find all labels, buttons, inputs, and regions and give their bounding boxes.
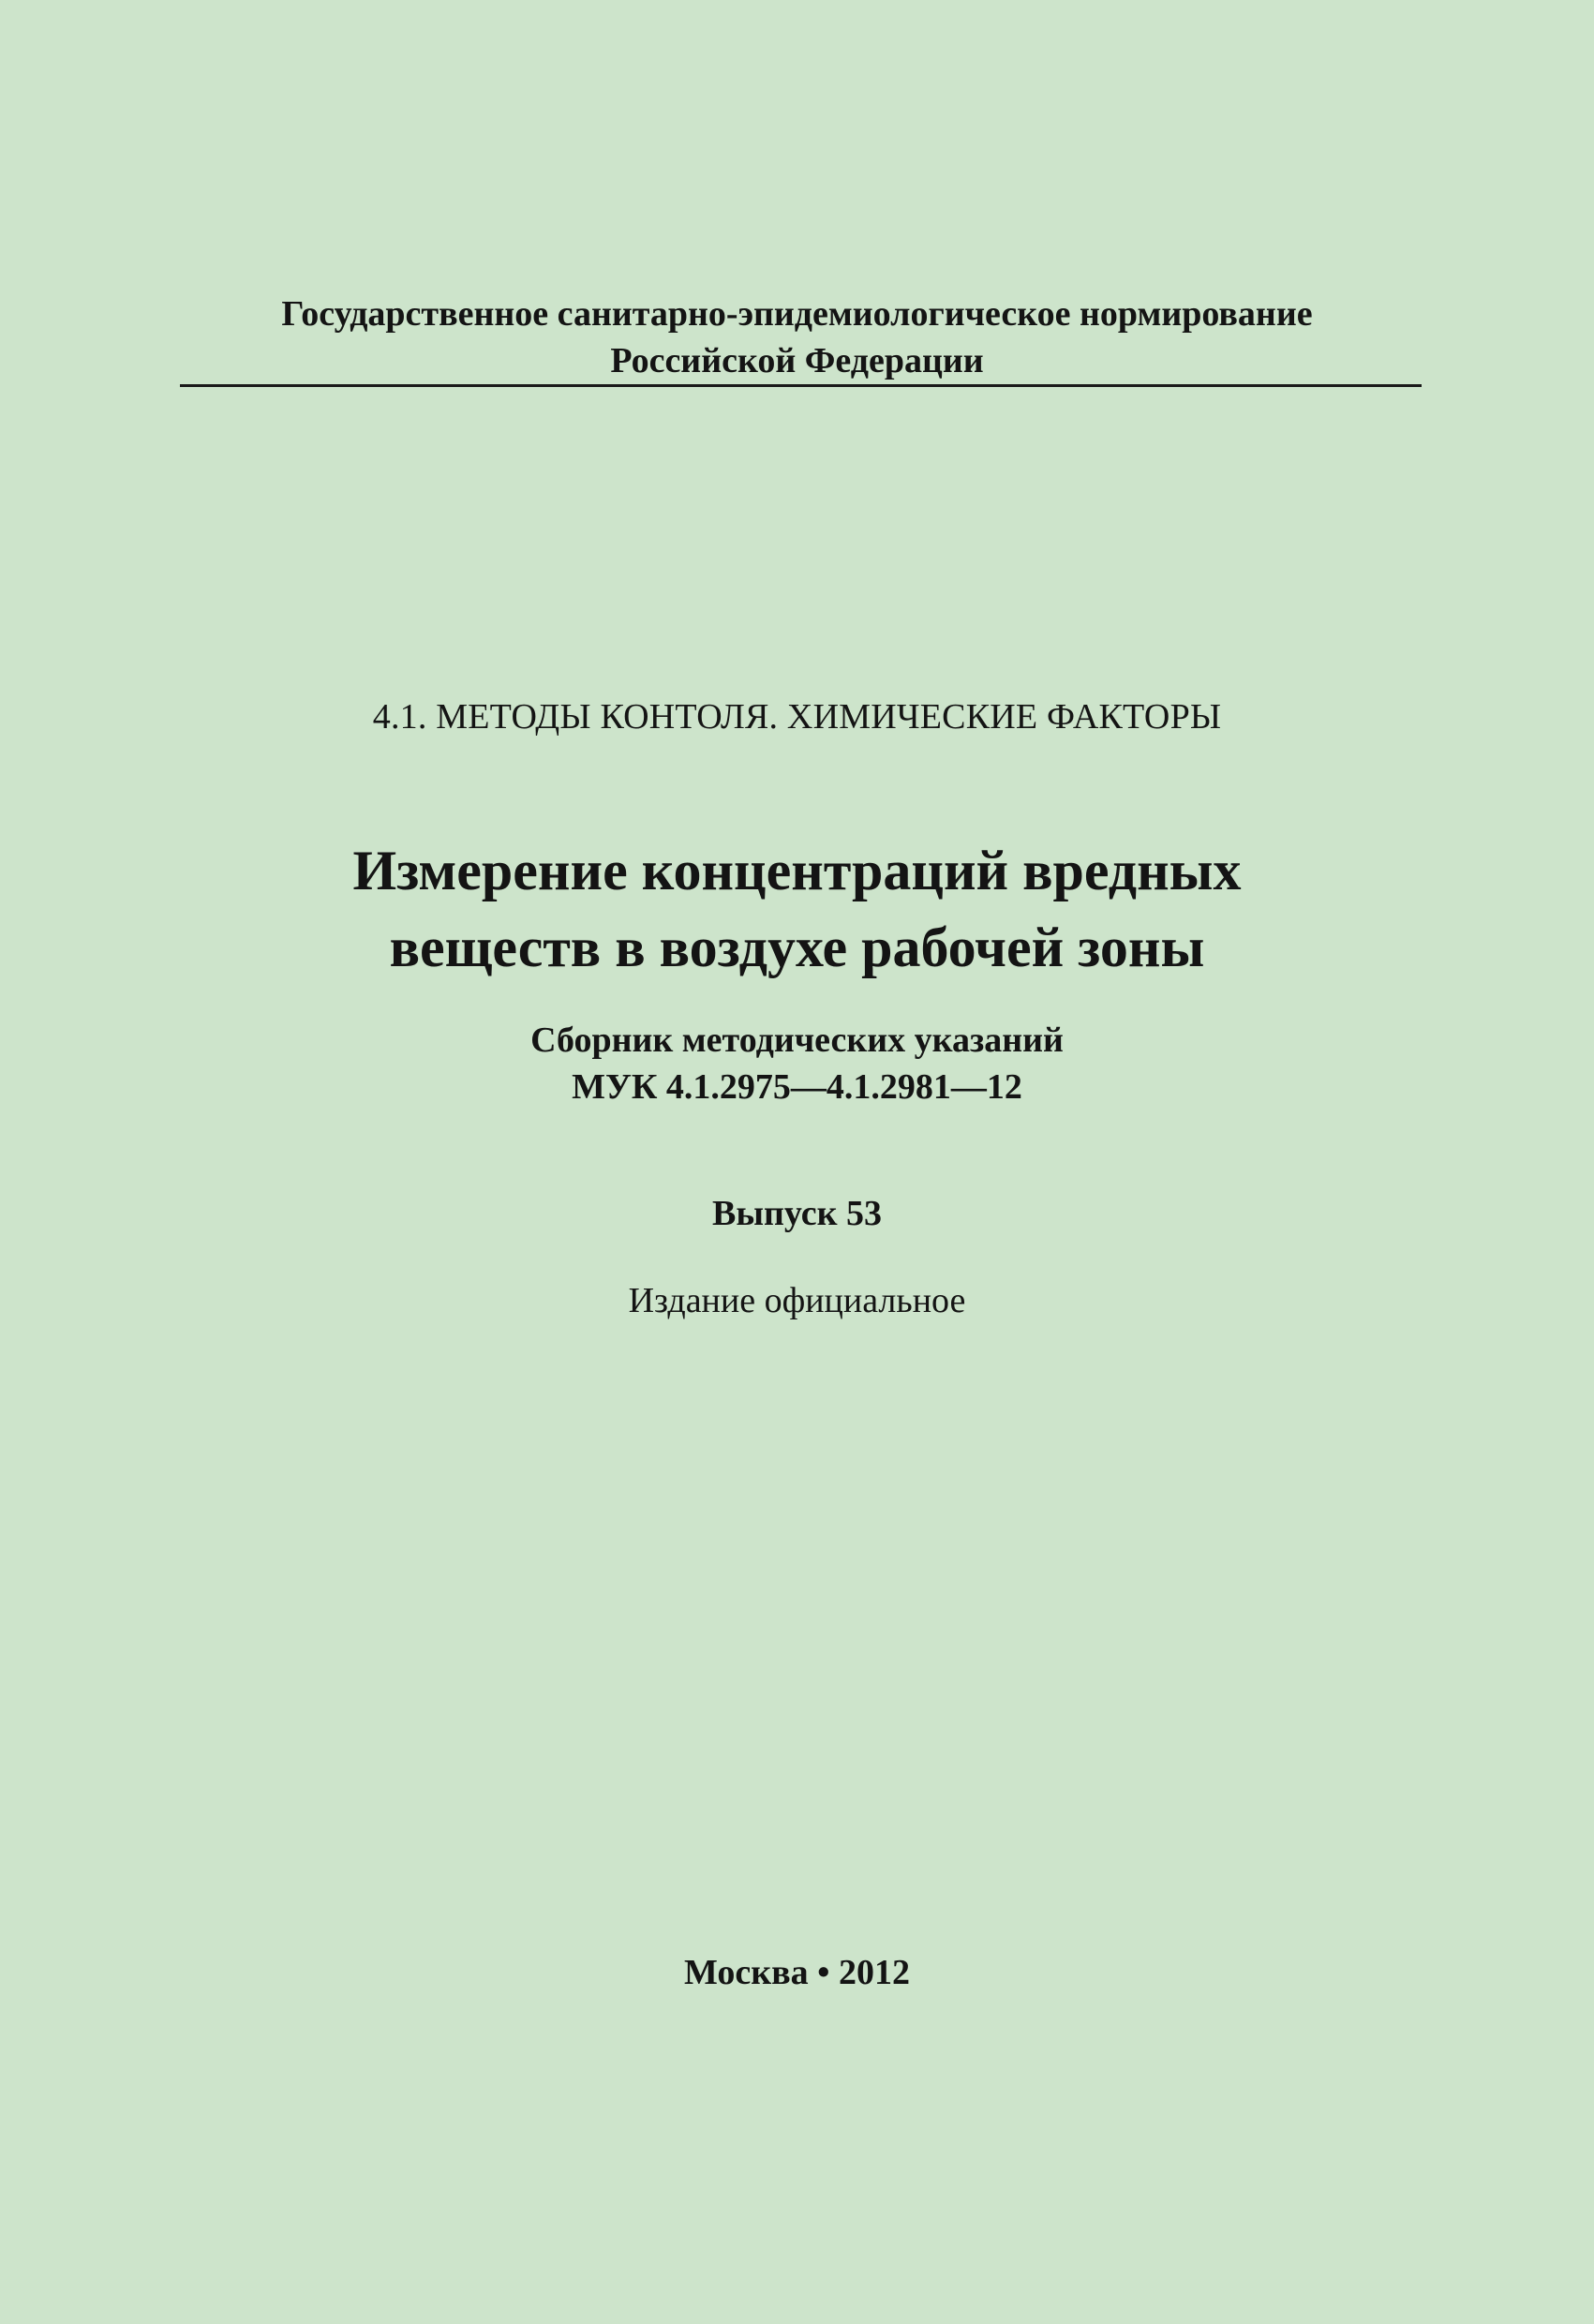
series-title: 4.1. МЕТОДЫ КОНТОЛЯ. ХИМИЧЕСКИЕ ФАКТОРЫ [372, 697, 1222, 737]
header-divider [180, 384, 1422, 387]
publisher-header-line-1: Государственное санитарно-эпидемиологическое нормирование [281, 294, 1313, 334]
edition-note: Издание официальное [628, 1281, 966, 1320]
document-title-line-2: веществ в воздухе рабочей зоны [389, 916, 1205, 978]
imprint-place-year: Москва • 2012 [684, 1953, 910, 1992]
document-title [0, 832, 1594, 986]
document-title-line-1: Измерение концентраций вредных [352, 840, 1242, 901]
publisher-header [0, 290, 1594, 384]
document-code: МУК 4.1.2975—4.1.2981—12 [572, 1067, 1022, 1107]
publisher-header-line-2: Российской Федерации [610, 341, 984, 380]
issue-number: Выпуск 53 [711, 1194, 882, 1233]
document-subtitle-line-1: Сборник методических указаний [530, 1020, 1064, 1060]
document-subtitle [0, 1017, 1594, 1110]
